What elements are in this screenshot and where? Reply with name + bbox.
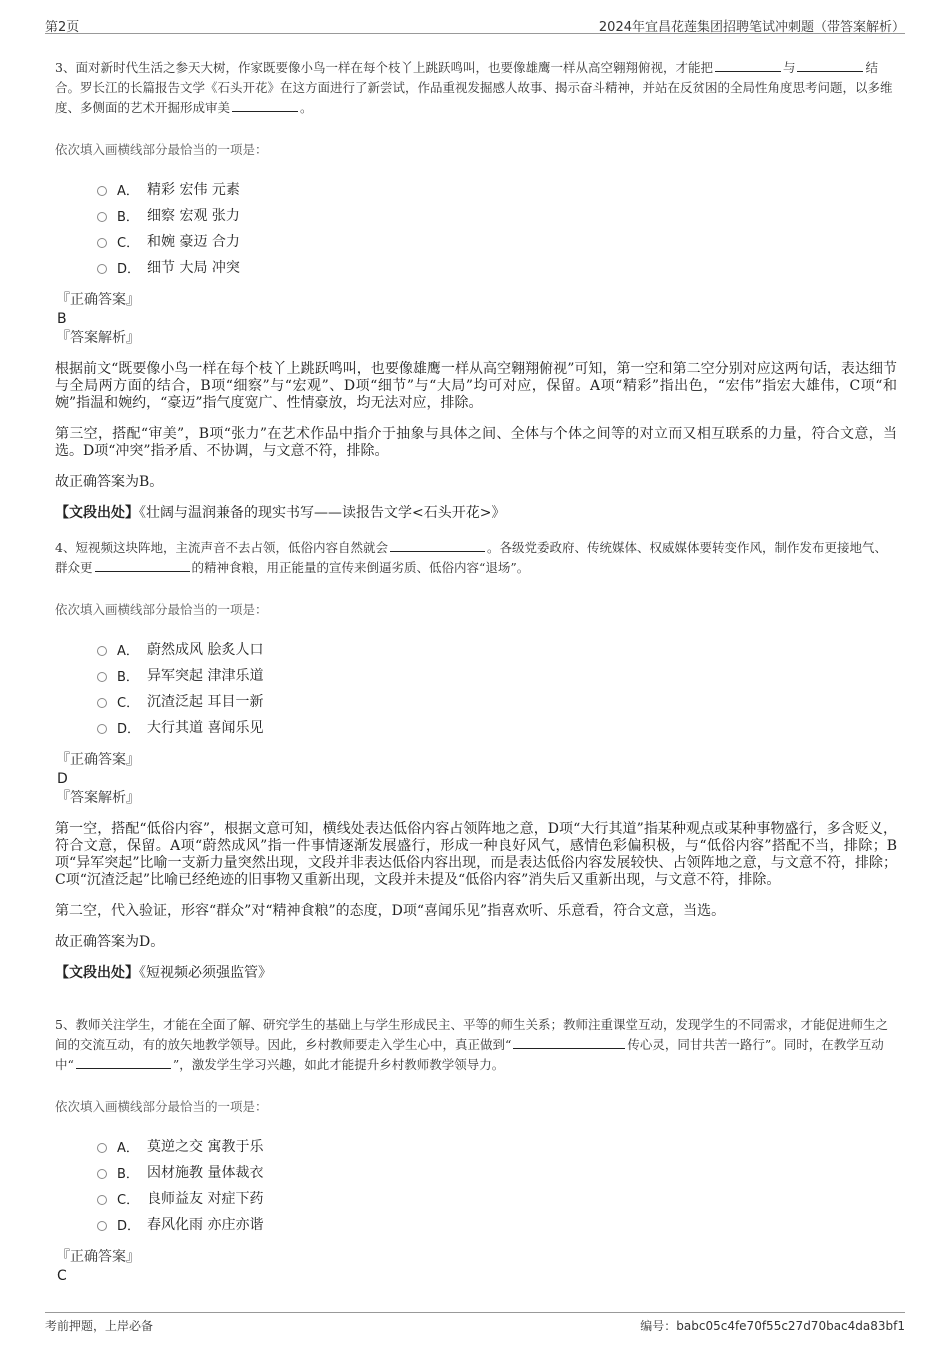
stem-text: 3、面对新时代生活之参天大树，作家既要像小鸟一样在每个枝丫上跳跃鸣叫，也要像雄鹰一样从高空翱翔俯视，才能把: [55, 60, 713, 75]
option-letter: B．: [117, 669, 139, 685]
source-citation: [55, 965, 897, 982]
option-text: 精彩 宏伟 元素: [147, 182, 240, 198]
question-stem: [55, 1015, 897, 1075]
stem-text: 。各级党委政府、传统媒体、权威媒体要转变作风，制作发布更接地气、群众更: [55, 540, 887, 575]
option-b[interactable]: [97, 662, 897, 688]
answer-blank: [715, 59, 781, 72]
correct-answer-label: 『正确答案』: [56, 1249, 140, 1265]
document-code: [640, 1317, 905, 1334]
option-text: 春风化雨 亦庄亦谐: [147, 1217, 264, 1233]
source-title: 《短视频必须强监管》: [139, 965, 272, 981]
question-stem: [55, 58, 897, 118]
analysis-paragraph: 第三空，搭配“审美”，B项“张力”在艺术作品中指介于抽象与具体之间、全体与个体之间等的对立而又相互联系的力量，符合文意，当选。D项“冲突”指矛盾、不协调，与文意不符，排除。: [55, 426, 897, 459]
stem-text: 5、教师关注学生，才能在全面了解、研究学生的基础上与学生形成民主、平等的师生关系；教师注重课堂互动，发现学生的不同需求，才能促进师生之间的交流互动，有的放矢地教学领导。因此，乡村教师要走入学生心中，真正做到“: [55, 1017, 888, 1052]
option-letter: A．: [117, 643, 139, 659]
stem-text: 与: [782, 60, 796, 75]
radio-icon[interactable]: [97, 1221, 107, 1231]
option-text: 异军突起 津津乐道: [147, 668, 264, 684]
option-letter: C．: [117, 235, 140, 251]
answer-blank: [95, 559, 190, 572]
option-list: [97, 636, 897, 740]
question-prompt: 依次填入画横线部分最恰当的一项是：: [55, 1099, 268, 1114]
radio-icon[interactable]: [97, 264, 107, 274]
option-text: 和婉 豪迈 合力: [147, 234, 240, 250]
radio-icon[interactable]: [97, 1143, 107, 1153]
answer-blank: [513, 1036, 625, 1049]
option-c[interactable]: [97, 688, 897, 714]
option-c[interactable]: [97, 228, 897, 254]
option-letter: C．: [117, 1192, 140, 1208]
analysis-paragraph: 根据前文“既要像小鸟一样在每个枝丫上跳跃鸣叫，也要像雄鹰一样从高空翱翔俯视”可知，第一空和第二空分别对应这两句话，表达细节与全局两方面的结合，B项“细察”与“宏观”、D项“细节”与“大局”均可对应，保留。A项“精彩”指出色，“宏伟”指宏大雄伟，C项“和婉”指温和婉约，“豪迈”指气度宽广、性情豪放，均无法对应，排除。: [55, 361, 897, 411]
answer-blank: [390, 539, 485, 552]
analysis-label: 『答案解析』: [56, 790, 140, 806]
question-3: [55, 58, 897, 522]
radio-icon[interactable]: [97, 212, 107, 222]
code-label: 编号：: [640, 1319, 677, 1333]
option-d[interactable]: [97, 1211, 897, 1237]
radio-icon[interactable]: [97, 1169, 107, 1179]
question-prompt: 依次填入画横线部分最恰当的一项是：: [55, 142, 268, 157]
source-citation: [55, 505, 897, 522]
stem-text: 结合。罗长江的长篇报告文学《石头开花》在这方面进行了新尝试，作品重视发掘感人故事、揭示奋斗精神，并站在反贫困的全局性角度思考问题，以多维度、多侧面的艺术开掘形成审美: [55, 60, 893, 115]
option-c[interactable]: [97, 1185, 897, 1211]
option-text: 细察 宏观 张力: [147, 208, 240, 224]
correct-answer-label: 『正确答案』: [56, 752, 140, 768]
radio-icon[interactable]: [97, 724, 107, 734]
analysis-conclusion: 故正确答案为B。: [55, 474, 164, 490]
question-5: [55, 1015, 897, 1286]
radio-icon[interactable]: [97, 698, 107, 708]
question-prompt: 依次填入画横线部分最恰当的一项是：: [55, 602, 268, 617]
option-d[interactable]: [97, 254, 897, 280]
option-list: [97, 1133, 897, 1237]
radio-icon[interactable]: [97, 672, 107, 682]
stem-text: 。: [300, 100, 313, 115]
correct-answer: C: [57, 1268, 67, 1284]
question-4: [55, 538, 897, 982]
radio-icon[interactable]: [97, 1195, 107, 1205]
correct-answer-label: 『正确答案』: [56, 292, 140, 308]
analysis-paragraph: 第一空，搭配“低俗内容”，根据文意可知，横线处表达低俗内容占领阵地之意，D项“大行其道”指某种观点或某种事物盛行，多含贬义，符合文意，保留。A项“蔚然成风”指一件事情逐渐发展盛行，形成一种良好风气，感情色彩偏积极，与“低俗内容”搭配不当，排除；B项“异军突起”比喻一支新力量突然出现，文段并非表达低俗内容出现，而是表达低俗内容发展较快、占领阵地之意，与文意不符，排除；C项“沉渣泛起”比喻已经绝迹的旧事物又重新出现，文段并未提及“低俗内容”消失后又重新出现，与文意不符，排除。: [55, 821, 897, 888]
option-text: 大行其道 喜闻乐见: [147, 720, 264, 736]
option-letter: D．: [117, 1218, 141, 1234]
document-title: 2024年宜昌花莲集团招聘笔试冲刺题（带答案解析）: [598, 20, 905, 35]
analysis-paragraph: 第二空，代入验证，形容“群众”对“精神食粮”的态度，D项“喜闻乐见”指喜欢听、乐意看，符合文意，当选。: [55, 903, 726, 919]
option-text: 沉渣泛起 耳目一新: [147, 694, 264, 710]
source-title: 《壮阔与温润兼备的现实书写——读报告文学<石头开花>》: [139, 505, 506, 521]
source-tag: 【文段出处】: [55, 965, 139, 981]
code-value: babc05c4fe70f55c27d70bac4da83bf1: [676, 1319, 905, 1333]
question-stem: [55, 538, 897, 578]
option-a[interactable]: [97, 176, 897, 202]
option-list: [97, 176, 897, 280]
answer-blank: [797, 59, 863, 72]
option-letter: C．: [117, 695, 140, 711]
option-letter: D．: [117, 721, 141, 737]
radio-icon[interactable]: [97, 646, 107, 656]
page-header: [45, 14, 905, 34]
correct-answer: B: [57, 311, 67, 327]
option-text: 因材施教 量体裁衣: [147, 1165, 264, 1181]
source-tag: 【文段出处】: [55, 505, 139, 521]
option-letter: A．: [117, 183, 139, 199]
option-letter: A．: [117, 1140, 139, 1156]
page-number: 第2页: [45, 20, 80, 35]
option-a[interactable]: [97, 636, 897, 662]
stem-text: 4、短视频这块阵地，主流声音不去占领，低俗内容自然就会: [55, 540, 388, 555]
radio-icon[interactable]: [97, 186, 107, 196]
stem-text: ”，激发学生学习兴趣，如此才能提升乡村教师教学领导力。: [172, 1057, 505, 1072]
option-text: 良师益友 对症下药: [147, 1191, 264, 1207]
option-d[interactable]: [97, 714, 897, 740]
option-b[interactable]: [97, 1159, 897, 1185]
option-letter: B．: [117, 1166, 139, 1182]
answer-blank: [232, 99, 298, 112]
option-text: 莫逆之交 寓教于乐: [147, 1139, 264, 1155]
option-a[interactable]: [97, 1133, 897, 1159]
page-footer: [45, 1312, 905, 1332]
option-letter: D．: [117, 261, 141, 277]
radio-icon[interactable]: [97, 238, 107, 248]
analysis-label: 『答案解析』: [56, 330, 140, 346]
footer-slogan: 考前押题，上岸必备: [45, 1319, 154, 1333]
option-letter: B．: [117, 209, 139, 225]
stem-text: 传心灵，同甘共苦一路行”。同时，在教学互动中“: [55, 1037, 884, 1072]
option-b[interactable]: [97, 202, 897, 228]
correct-answer: D: [57, 771, 68, 787]
option-text: 蔚然成风 脍炙人口: [147, 642, 264, 658]
stem-text: 的精神食粮，用正能量的宣传来倒逼劣质、低俗内容“退场”。: [191, 560, 530, 575]
analysis-conclusion: 故正确答案为D。: [55, 934, 165, 950]
answer-blank: [76, 1056, 171, 1069]
option-text: 细节 大局 冲突: [147, 260, 240, 276]
